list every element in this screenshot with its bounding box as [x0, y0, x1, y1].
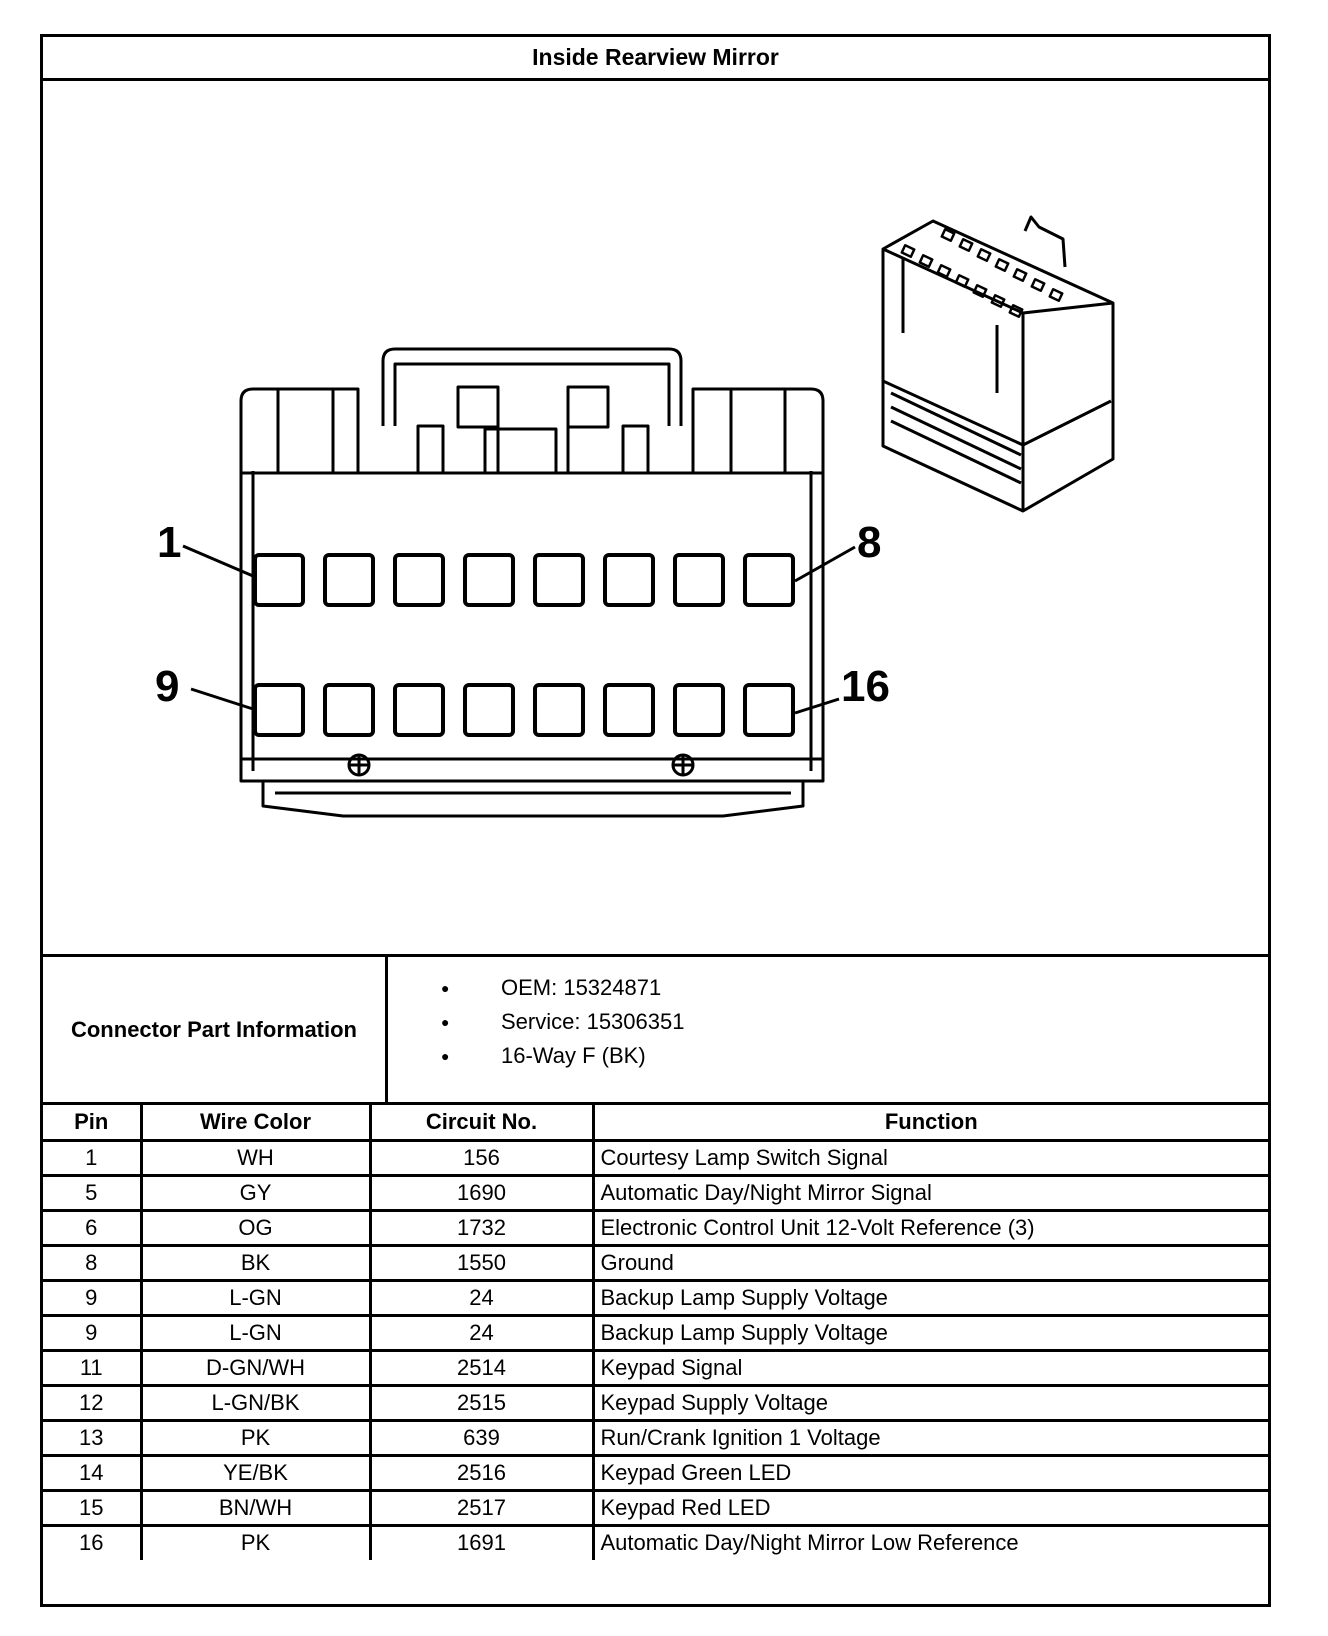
circuit-cell: 639: [370, 1420, 593, 1455]
cavity-16: [745, 685, 793, 735]
circuit-cell: 1550: [370, 1245, 593, 1280]
function-cell: Keypad Red LED: [593, 1490, 1268, 1525]
terminal-cavities: [255, 555, 793, 735]
leader-pin-16: [795, 699, 839, 713]
pin-table: [43, 1105, 1268, 1560]
pin-cell: 12: [43, 1385, 141, 1420]
wire-color-cell: BN/WH: [141, 1490, 370, 1525]
header-wire-color: Wire Color: [141, 1105, 370, 1140]
function-cell: Backup Lamp Supply Voltage: [593, 1280, 1268, 1315]
table-row: [43, 1175, 1268, 1210]
cavity-7: [675, 555, 723, 605]
cavity-5: [535, 555, 583, 605]
leader-pin-8: [795, 547, 855, 581]
cavity-14: [605, 685, 653, 735]
wire-color-cell: L-GN/BK: [141, 1385, 370, 1420]
function-cell: Automatic Day/Night Mirror Signal: [593, 1175, 1268, 1210]
circuit-cell: 2517: [370, 1490, 593, 1525]
connector-part-information: [43, 957, 1268, 1105]
connector-drawing: [43, 81, 1268, 957]
cavity-3: [395, 555, 443, 605]
table-row: [43, 1455, 1268, 1490]
wire-color-cell: GY: [141, 1175, 370, 1210]
cavity-13: [535, 685, 583, 735]
connector-info-list: [388, 971, 684, 1073]
pin-label-1: 1: [157, 518, 182, 567]
function-cell: Courtesy Lamp Switch Signal: [593, 1140, 1268, 1175]
pin-cell: 15: [43, 1490, 141, 1525]
wire-color-cell: PK: [141, 1420, 370, 1455]
function-cell: Automatic Day/Night Mirror Low Reference: [593, 1525, 1268, 1560]
wire-color-cell: PK: [141, 1525, 370, 1560]
circuit-cell: 1690: [370, 1175, 593, 1210]
header-circuit-no: Circuit No.: [370, 1105, 593, 1140]
connector-info-label: Connector Part Information: [43, 957, 388, 1102]
table-row: [43, 1525, 1268, 1560]
table-row: [43, 1210, 1268, 1245]
connector-isometric-view: [883, 217, 1113, 511]
circuit-cell: 1691: [370, 1525, 593, 1560]
function-cell: Ground: [593, 1245, 1268, 1280]
table-row: [43, 1245, 1268, 1280]
pin-label-9: 9: [155, 662, 180, 711]
table-row: [43, 1350, 1268, 1385]
circuit-cell: 1732: [370, 1210, 593, 1245]
pin-cell: 1: [43, 1140, 141, 1175]
table-row: [43, 1140, 1268, 1175]
pin-cell: 8: [43, 1245, 141, 1280]
connector-latch: [383, 349, 681, 426]
pin-cell: 9: [43, 1280, 141, 1315]
connector-body: [241, 389, 823, 781]
table-row: [43, 1490, 1268, 1525]
table-row: [43, 1280, 1268, 1315]
wire-color-cell: L-GN: [141, 1315, 370, 1350]
table-row: [43, 1420, 1268, 1455]
info-type: ● 16-Way F (BK): [388, 1039, 684, 1073]
pin-cell: 14: [43, 1455, 141, 1490]
info-service: ● Service: 15306351: [388, 1005, 684, 1039]
circuit-cell: 2514: [370, 1350, 593, 1385]
pin-cell: 16: [43, 1525, 141, 1560]
cavity-11: [395, 685, 443, 735]
table-row: [43, 1385, 1268, 1420]
wire-color-cell: YE/BK: [141, 1455, 370, 1490]
function-cell: Keypad Supply Voltage: [593, 1385, 1268, 1420]
wire-color-cell: L-GN: [141, 1280, 370, 1315]
function-cell: Keypad Signal: [593, 1350, 1268, 1385]
table-row: [43, 1315, 1268, 1350]
wire-color-cell: OG: [141, 1210, 370, 1245]
pin-cell: 11: [43, 1350, 141, 1385]
connector-face-view: [43, 81, 1268, 957]
cavity-10: [325, 685, 373, 735]
cavity-15: [675, 685, 723, 735]
cavity-2: [325, 555, 373, 605]
function-cell: Keypad Green LED: [593, 1455, 1268, 1490]
wire-color-cell: WH: [141, 1140, 370, 1175]
pin-label-16: 16: [841, 662, 890, 711]
circuit-cell: 24: [370, 1280, 593, 1315]
info-oem: ● OEM: 15324871: [388, 971, 684, 1005]
pin-cell: 5: [43, 1175, 141, 1210]
header-pin: Pin: [43, 1105, 141, 1140]
function-cell: Run/Crank Ignition 1 Voltage: [593, 1420, 1268, 1455]
circuit-cell: 2516: [370, 1455, 593, 1490]
cavity-6: [605, 555, 653, 605]
wire-color-cell: BK: [141, 1245, 370, 1280]
connector-bottom-lip: [263, 781, 803, 816]
cavity-12: [465, 685, 513, 735]
circuit-cell: 24: [370, 1315, 593, 1350]
cavity-4: [465, 555, 513, 605]
pin-table-header: [43, 1105, 1268, 1140]
pin-cell: 9: [43, 1315, 141, 1350]
pin-cell: 6: [43, 1210, 141, 1245]
header-function: Function: [593, 1105, 1268, 1140]
function-cell: Backup Lamp Supply Voltage: [593, 1315, 1268, 1350]
wire-color-cell: D-GN/WH: [141, 1350, 370, 1385]
cavity-9: [255, 685, 303, 735]
cavity-1: [255, 555, 303, 605]
cavity-8: [745, 555, 793, 605]
circuit-cell: 2515: [370, 1385, 593, 1420]
circuit-cell: 156: [370, 1140, 593, 1175]
sheet-title: Inside Rearview Mirror: [43, 37, 1268, 81]
leader-pin-9: [191, 689, 253, 709]
function-cell: Electronic Control Unit 12-Volt Reference (3): [593, 1210, 1268, 1245]
pin-label-8: 8: [857, 518, 882, 567]
pin-cell: 13: [43, 1420, 141, 1455]
connector-sheet: [40, 34, 1271, 1607]
